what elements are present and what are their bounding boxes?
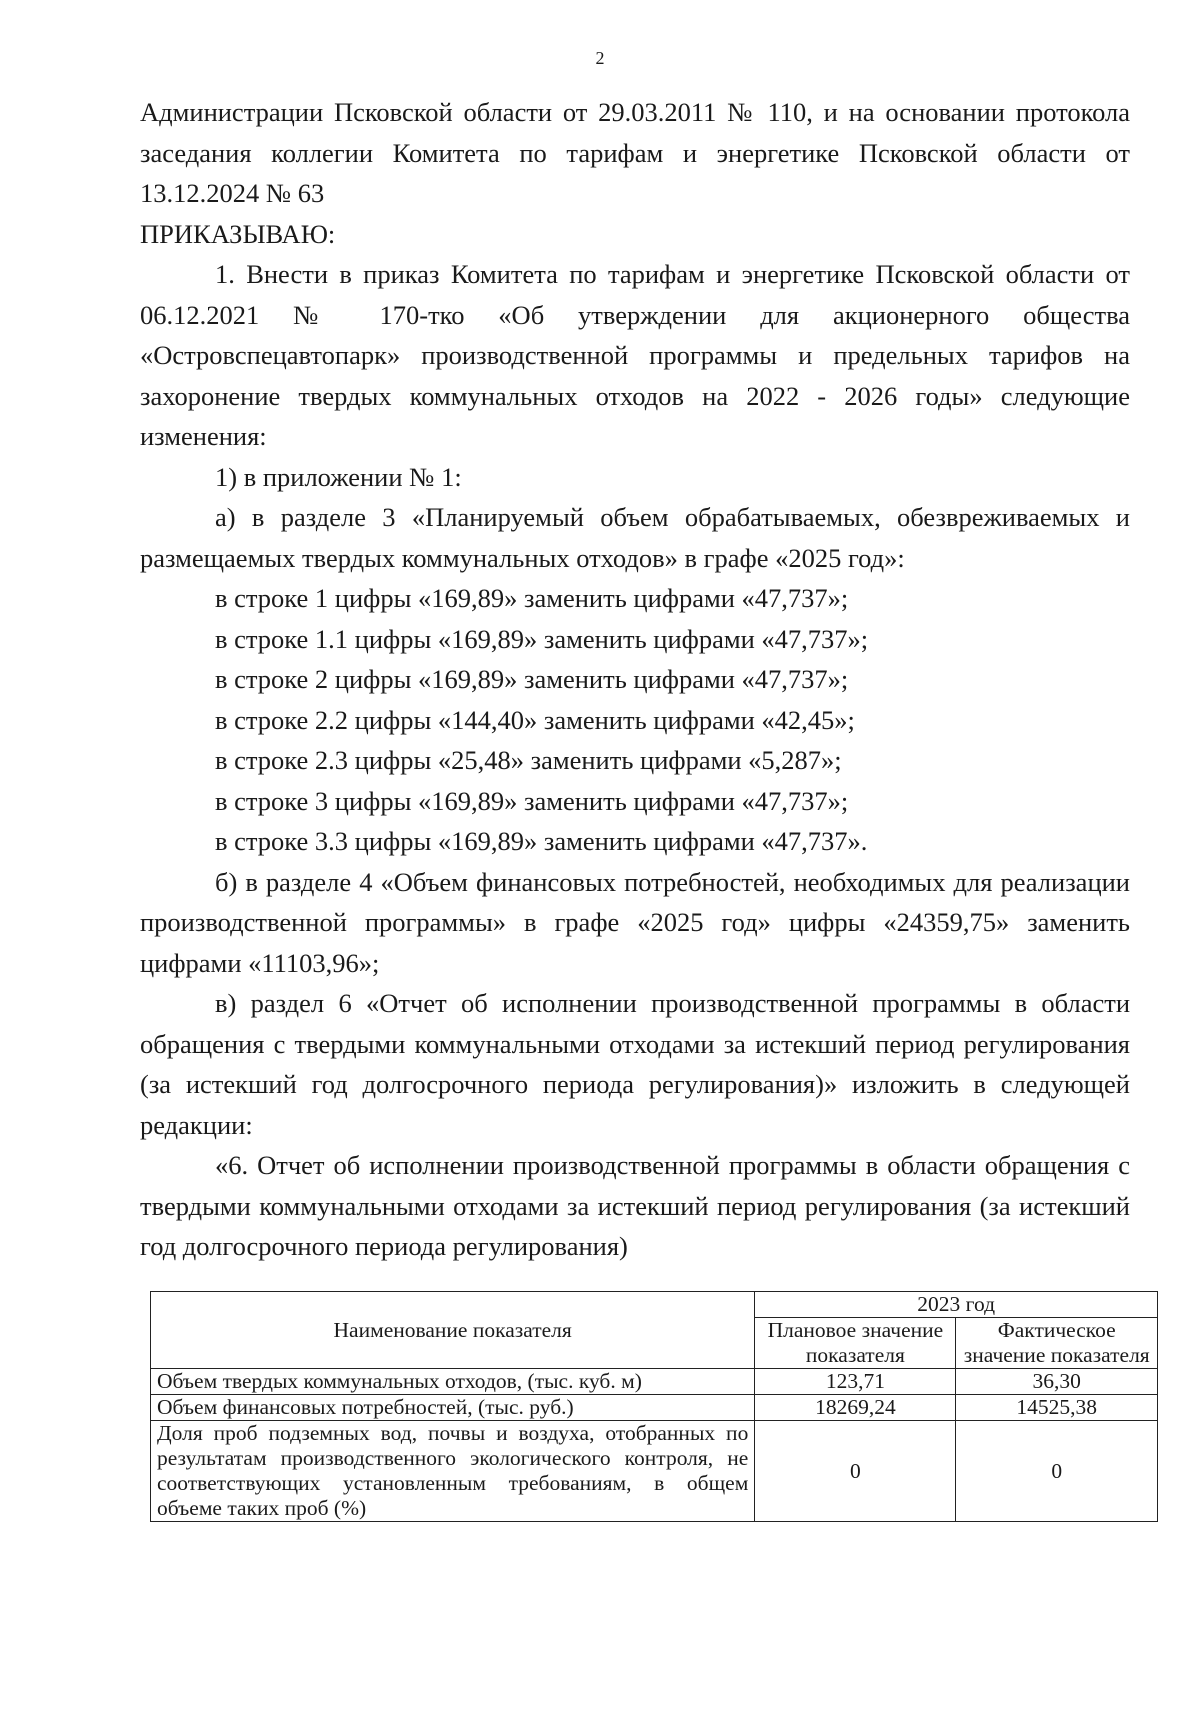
order-heading: ПРИКАЗЫВАЮ: [140,218,336,249]
row-change-line: в строке 3.3 цифры «169,89» заменить цифрами «47,737». [215,826,868,856]
row-change-line: в строке 2.2 цифры «144,40» заменить цифрами «42,45»; [215,704,855,735]
header-fact: Фактическое значение показателя [956,1318,1158,1369]
row-fact: 14525,38 [956,1395,1158,1421]
table-row [151,1421,1158,1522]
page-number: 2 [595,48,605,68]
document-body [140,92,1130,1267]
table-row [151,1395,1158,1421]
row-plan: 123,71 [755,1369,956,1395]
row-name: Объем финансовых потребностей, (тыс. руб.) [151,1395,755,1421]
header-indicator: Наименование показателя [151,1292,755,1369]
row-fact: 0 [956,1421,1158,1522]
row-fact: 36,30 [956,1369,1158,1395]
row-plan: 0 [755,1421,956,1522]
row-change-line: в строке 2.3 цифры «25,48» заменить цифрами «5,287»; [215,745,842,775]
header-year: 2023 год [755,1292,1158,1318]
table-row [151,1369,1158,1395]
intro-paragraph: Администрации Псковской области от 29.03.2011 № 110, и на основании протокола заседания коллегии Комитета по тарифам и энергетике Псковской области от 13.12.2024 № 63 [140,97,1130,208]
row-plan: 18269,24 [755,1395,956,1421]
section-6-title: «6. Отчет об исполнении производственной программы в области обращения с твердыми коммунальными отходами за истекший период регулирования (за истекший год долгосрочного периода регулирования) [140,1150,1130,1261]
subitem-v-paragraph: в) раздел 6 «Отчет об исполнении производственной программы в области обращения с твердыми коммунальными отходами за истекший период регулирования (за истекший год долгосрочного периода регулирования)» изложить в следующей редакции: [140,988,1130,1140]
row-change-line: в строке 1.1 цифры «169,89» заменить цифрами «47,737»; [215,623,869,654]
row-name: Доля проб подземных вод, почвы и воздуха, отобранных по результатам производственного экологического контроля, не соответствующих установленным требованиям, в общем объеме таких проб (%) [151,1421,755,1522]
subitem-1-paragraph: 1) в приложении № 1: [215,461,462,492]
item-1-paragraph: 1. Внести в приказ Комитета по тарифам и энергетике Псковской области от 06.12.2021 № 170-тко «Об утверждении для акционерного общества «Островспецавтопарк» производственной программы и предельных тарифов на захоронение твердых коммунальных отходов на 2022 - 2026 годы» следующие изменения: [140,259,1130,451]
subitem-a-paragraph: а) в разделе 3 «Планируемый объем обрабатываемых, обезвреживаемых и размещаемых твердых коммунальных отходов» в графе «2025 год»: [140,502,1130,573]
header-plan: Плановое значение показателя [755,1318,956,1369]
subitem-b-paragraph: б) в разделе 4 «Объем финансовых потребностей, необходимых для реализации производственной программы» в графе «2025 год» цифры «24359,75» заменить цифрами «11103,96»; [140,866,1130,978]
report-table [150,1291,1158,1522]
row-change-line: в строке 3 цифры «169,89» заменить цифрами «47,737»; [215,785,849,816]
row-name: Объем твердых коммунальных отходов, (тыс. куб. м) [151,1369,755,1395]
table-header-row [151,1292,1158,1318]
row-change-line: в строке 1 цифры «169,89» заменить цифрами «47,737»; [215,583,849,613]
row-change-line: в строке 2 цифры «169,89» заменить цифрами «47,737»; [215,664,849,694]
